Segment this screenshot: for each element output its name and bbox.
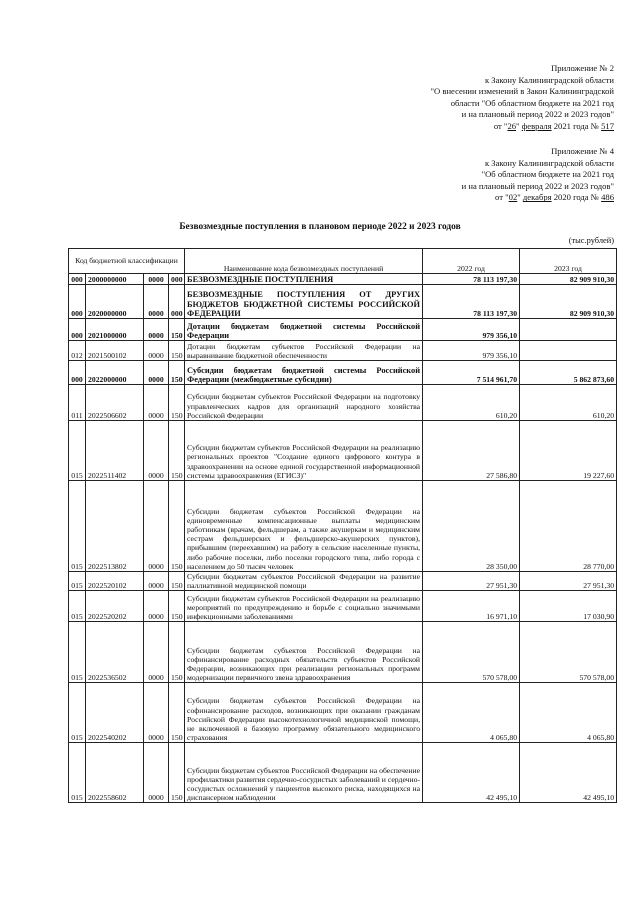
cell-admin-code: 000 [69,285,86,319]
appendix-4-date: от "02" декабря 2020 года № 486 [495,192,614,203]
cell-subtype-code: 000 [169,285,185,319]
appendix-4-month: декабря [522,192,552,203]
cell-value-2022: 979 356,10 [423,341,520,361]
cell-subtype-code: 150 [169,683,185,743]
appendix-2-line5: и на плановый период 2022 и 2023 годов" [461,109,614,120]
cell-value-2023: 5 862 873,60 [520,361,617,385]
appendix-4-day: 02 [508,192,518,203]
table-row [69,361,617,385]
appendix-2-number: 517 [601,120,614,131]
table-row [69,591,617,622]
cell-value-2022: 28 350,00 [423,481,520,572]
cell-value-2022: 979 356,10 [423,319,520,341]
appendix-2-line4: области "Об областном бюджете на 2021 год [450,97,614,108]
header-2023: 2023 год [520,249,617,274]
cell-admin-code: 015 [69,421,86,481]
cell-admin-code: 011 [69,385,86,421]
cell-income-code: 2022540202 [86,683,144,743]
appendix-2-month: февраля [521,120,552,131]
cell-name: БЕЗВОЗМЕЗДНЫЕ ПОСТУПЛЕНИЯ ОТ ДРУГИХ БЮДЖЕТОВ БЮДЖЕТНОЙ СИСТЕМЫ РОССИЙСКОЙ ФЕДЕРАЦИИ [185,285,423,319]
appendix-2-line2: к Закону Калининградской области [484,74,614,85]
table-row [69,683,617,743]
table-row [69,285,617,319]
cell-value-2022: 4 065,80 [423,683,520,743]
cell-value-2023: 82 909 910,30 [520,274,617,285]
cell-value-2023: 570 578,00 [520,622,617,683]
cell-value-2022: 7 514 961,70 [423,361,520,385]
cell-value-2023: 4 065,80 [520,683,617,743]
cell-element-code: 0000 [144,285,169,319]
cell-subtype-code: 150 [169,591,185,622]
appendix-4-header [462,146,614,204]
table-body [69,274,617,803]
table-row [69,341,617,361]
cell-value-2022: 16 971,10 [423,591,520,622]
cell-subtype-code: 150 [169,743,185,803]
cell-admin-code: 000 [69,319,86,341]
cell-value-2022: 78 113 197,30 [423,285,520,319]
cell-value-2023: 28 770,00 [520,481,617,572]
cell-subtype-code: 150 [169,319,185,341]
cell-admin-code: 015 [69,622,86,683]
cell-name: Субсидии бюджетам субъектов Российской Федерации на реализацию мероприятий по предупреждению и борьбе с социально значимыми инфекционными заболеваниями [185,591,423,622]
cell-value-2022: 27 586,80 [423,421,520,481]
cell-value-2023: 610,20 [520,385,617,421]
cell-admin-code: 000 [69,274,86,285]
cell-name: БЕЗВОЗМЕЗДНЫЕ ПОСТУПЛЕНИЯ [185,274,423,285]
cell-subtype-code: 000 [169,274,185,285]
cell-income-code: 2022513802 [86,481,144,572]
cell-admin-code: 015 [69,572,86,591]
table-header-row [69,249,617,274]
cell-income-code: 2022558602 [86,743,144,803]
cell-value-2022: 78 113 197,30 [423,274,520,285]
cell-element-code: 0000 [144,385,169,421]
appendix-2-header [431,63,614,133]
cell-element-code: 0000 [144,572,169,591]
cell-name: Субсидии бюджетам субъектов Российской Федерации на софинансирование расходов, возникающих при оказании гражданам Российской Федерации высокотехнологичной медицинской помощи, не включенной в базовую программу обязательного медицинского страхования [185,683,423,743]
cell-value-2022: 42 495,10 [423,743,520,803]
cell-name: Субсидии бюджетам субъектов Российской Федерации на единовременные компенсационные выплаты медицинским работникам (врачам, фельдшерам, а также акушеркам и медицинским сестрам фельдшерских и фельдшерско-акушерских пунктов), прибывшим (переехавшим) на работу в сельские населенные пункты, либо рабочие поселки, либо поселки городского типа, либо города с населением до 50 тысяч человек [185,481,423,572]
cell-admin-code: 000 [69,361,86,385]
cell-element-code: 0000 [144,319,169,341]
cell-element-code: 0000 [144,743,169,803]
cell-value-2023 [520,341,617,361]
cell-subtype-code: 150 [169,622,185,683]
cell-value-2022: 570 578,00 [423,622,520,683]
cell-element-code: 0000 [144,421,169,481]
table-row [69,572,617,591]
appendix-2-line1: Приложение № 2 [551,63,614,73]
cell-admin-code: 015 [69,683,86,743]
cell-subtype-code: 150 [169,385,185,421]
cell-income-code: 2022520102 [86,572,144,591]
table-row [69,274,617,285]
cell-income-code: 2021000000 [86,319,144,341]
cell-value-2022: 27 951,30 [423,572,520,591]
cell-value-2023: 27 951,30 [520,572,617,591]
appendix-2-line3: "О внесении изменений в Закон Калининградской [430,86,614,97]
appendix-4-line3: "Об областном бюджете на 2021 год [481,169,614,180]
cell-income-code: 2000000000 [86,274,144,285]
units-label: (тыс.рублей) [568,236,614,245]
cell-element-code: 0000 [144,591,169,622]
cell-admin-code: 015 [69,591,86,622]
table-row [69,622,617,683]
cell-element-code: 0000 [144,481,169,572]
table-row [69,743,617,803]
header-code: Код бюджетной классификации [69,249,185,274]
cell-admin-code: 015 [69,743,86,803]
appendix-4-number: 486 [601,192,614,203]
cell-name: Субсидии бюджетам субъектов Российской Федерации на реализацию региональных проектов "Создание единого цифрового контура в здравоохранении на основе единой государственной информационной системы здравоохранения (ЕГИСЗ)" [185,421,423,481]
cell-income-code: 2022511402 [86,421,144,481]
appendix-4-line4: и на плановый период 2022 и 2023 годов" [461,180,614,191]
appendix-2-day: 26 [507,120,517,131]
cell-income-code: 2021500102 [86,341,144,361]
cell-name: Субсидии бюджетам субъектов Российской Федерации на софинансирование расходных обязательств субъектов Российской Федерации, возникающих при реализации региональных программ модернизации первичного звена здравоохранения [185,622,423,683]
cell-subtype-code: 150 [169,341,185,361]
cell-element-code: 0000 [144,361,169,385]
cell-element-code: 0000 [144,341,169,361]
cell-subtype-code: 150 [169,361,185,385]
cell-element-code: 0000 [144,622,169,683]
cell-income-code: 2022506602 [86,385,144,421]
cell-admin-code: 015 [69,481,86,572]
appendix-4-line1: Приложение № 4 [551,146,614,156]
table-row [69,421,617,481]
cell-element-code: 0000 [144,683,169,743]
page-title: Безвозмездные поступления в плановом периоде 2022 и 2023 годов [179,222,461,232]
cell-income-code: 2022520202 [86,591,144,622]
cell-subtype-code: 150 [169,421,185,481]
cell-value-2023: 42 495,10 [520,743,617,803]
table-row [69,319,617,341]
cell-subtype-code: 150 [169,481,185,572]
cell-value-2023: 19 227,60 [520,421,617,481]
cell-name: Субсидии бюджетам субъектов Российской Федерации на подготовку управленческих кадров для организаций народного хозяйства Российской Федерации [185,385,423,421]
cell-income-code: 2020000000 [86,285,144,319]
cell-income-code: 2022536502 [86,622,144,683]
cell-subtype-code: 150 [169,572,185,591]
cell-element-code: 0000 [144,274,169,285]
cell-name: Дотации бюджетам субъектов Российской Федерации на выравнивание бюджетной обеспеченности [185,341,423,361]
cell-income-code: 2022000000 [86,361,144,385]
appendix-4-line2: к Закону Калининградской области [484,157,614,168]
cell-name: Дотации бюджетам бюджетной системы Российской Федерации [185,319,423,341]
cell-value-2023 [520,319,617,341]
budget-table [68,248,617,803]
cell-name: Субсидии бюджетам бюджетной системы Российской Федерации (межбюджетные субсидии) [185,361,423,385]
appendix-2-date: от "26" февраля 2021 года № 517 [493,120,614,131]
cell-value-2022: 610,20 [423,385,520,421]
cell-value-2023: 17 030,90 [520,591,617,622]
table-row [69,385,617,421]
cell-value-2023: 82 909 910,30 [520,285,617,319]
header-name: Наименование кода безвозмездных поступлений [185,249,423,274]
cell-name: Субсидии бюджетам субъектов Российской Федерации на развитие паллиативной медицинской помощи [185,572,423,591]
cell-name: Субсидии бюджетам субъектов Российской Федерации на обеспечение профилактики развития сердечно-сосудистых заболеваний и сердечно-сосудистых осложнений у пациентов высокого риска, находящихся на диспансерном наблюдении [185,743,423,803]
header-2022: 2022 год [423,249,520,274]
cell-admin-code: 012 [69,341,86,361]
table-row [69,481,617,572]
